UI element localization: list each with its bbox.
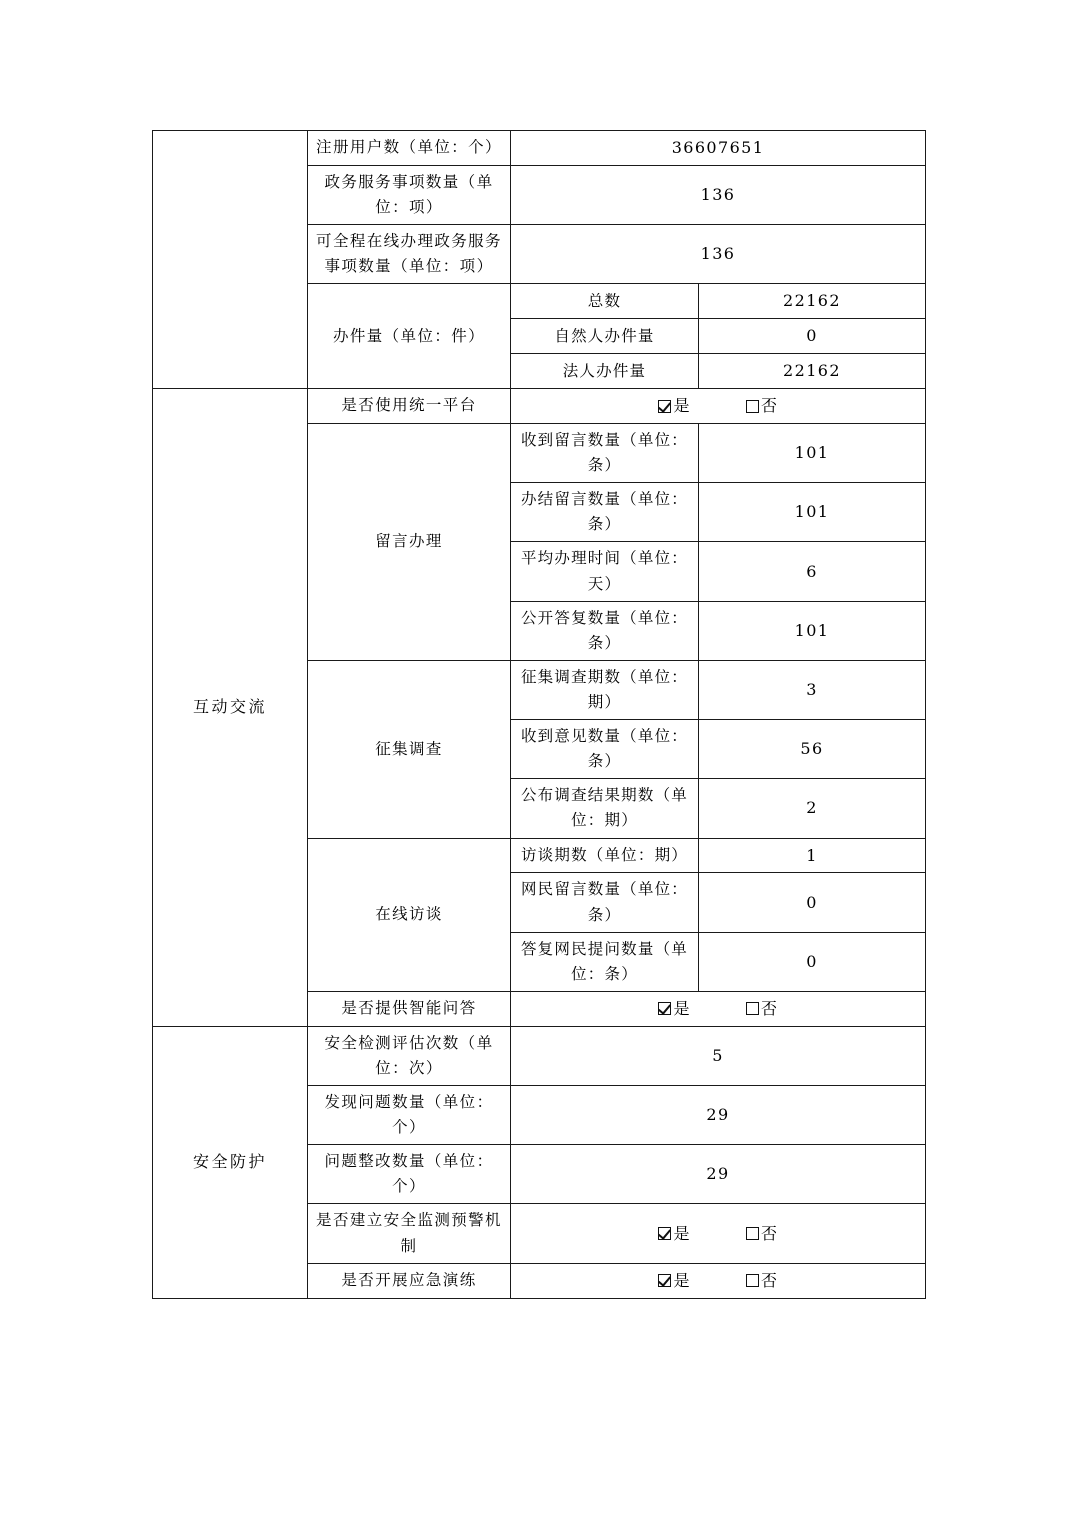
value-messages-completed: 101: [699, 483, 926, 542]
checkbox-checked-icon[interactable]: [658, 1002, 671, 1015]
item-label-online-interview: 在线访谈: [308, 838, 511, 991]
sub-label-public-replies: 公开答复数量（单位：条）: [511, 601, 699, 660]
sub-label-netizen-questions-answered: 答复网民提问数量（单位：条）: [511, 932, 699, 991]
table-row: [153, 389, 926, 424]
value-netizen-messages: 0: [699, 873, 926, 932]
sub-label-caseload-total: 总数: [511, 284, 699, 319]
item-label-security-assessments: 安全检测评估次数（单位：次）: [308, 1026, 511, 1085]
item-label-survey: 征集调查: [308, 660, 511, 838]
checkbox-label-no: 否: [761, 1270, 778, 1290]
annual-report-table: [152, 130, 926, 1299]
sub-label-messages-received: 收到留言数量（单位：条）: [511, 423, 699, 482]
checkbox-unchecked-icon[interactable]: [746, 1274, 759, 1287]
checkbox-option-no-emergency-drill[interactable]: [746, 1268, 778, 1294]
checkbox-label-yes: 是: [673, 1223, 690, 1243]
value-smart-qa: [511, 991, 926, 1026]
value-fully-online-service-items: 136: [511, 225, 926, 284]
value-warning-mechanism: [511, 1204, 926, 1263]
item-label-warning-mechanism: 是否建立安全监测预警机制: [308, 1204, 511, 1263]
item-label-issues-rectified: 问题整改数量（单位：个）: [308, 1145, 511, 1204]
value-survey-sessions: 3: [699, 660, 926, 719]
checkbox-label-no: 否: [761, 1223, 778, 1243]
sub-label-opinions-received: 收到意见数量（单位：条）: [511, 720, 699, 779]
checkbox-label-yes: 是: [673, 998, 690, 1018]
checkbox-label-no: 否: [761, 396, 778, 416]
sub-label-messages-completed: 办结留言数量（单位：条）: [511, 483, 699, 542]
value-emergency-drill: [511, 1263, 926, 1298]
item-label-service-items-count: 政务服务事项数量（单位：项）: [308, 165, 511, 224]
item-label-caseload: 办件量（单位：件）: [308, 284, 511, 389]
checkbox-option-no-smart-qa[interactable]: [746, 996, 778, 1022]
value-public-replies: 101: [699, 601, 926, 660]
item-label-issues-found: 发现问题数量（单位：个）: [308, 1085, 511, 1144]
value-issues-rectified: 29: [511, 1145, 926, 1204]
item-label-emergency-drill: 是否开展应急演练: [308, 1263, 511, 1298]
sub-label-interview-sessions: 访谈期数（单位：期）: [511, 838, 699, 873]
sub-label-caseload-legal-person: 法人办件量: [511, 354, 699, 389]
checkbox-unchecked-icon[interactable]: [746, 1227, 759, 1240]
item-label-unified-platform: 是否使用统一平台: [308, 389, 511, 424]
item-label-registered-users: 注册用户数（单位：个）: [308, 131, 511, 166]
value-messages-received: 101: [699, 423, 926, 482]
value-interview-sessions: 1: [699, 838, 926, 873]
sub-label-caseload-natural-person: 自然人办件量: [511, 319, 699, 354]
table-row: [153, 131, 926, 166]
sub-label-published-survey-results: 公布调查结果期数（单位：期）: [511, 779, 699, 838]
sub-label-survey-sessions: 征集调查期数（单位：期）: [511, 660, 699, 719]
value-caseload-legal-person: 22162: [699, 354, 926, 389]
checkbox-option-yes-smart-qa[interactable]: [658, 996, 690, 1022]
value-caseload-total: 22162: [699, 284, 926, 319]
value-opinions-received: 56: [699, 720, 926, 779]
sub-label-netizen-messages: 网民留言数量（单位：条）: [511, 873, 699, 932]
checkbox-unchecked-icon[interactable]: [746, 1002, 759, 1015]
checkbox-checked-icon[interactable]: [658, 400, 671, 413]
checkbox-option-no-unified-platform[interactable]: [746, 393, 778, 419]
value-caseload-natural-person: 0: [699, 319, 926, 354]
category-cell-interaction: 互动交流: [153, 389, 308, 1027]
checkbox-option-yes-emergency-drill[interactable]: [658, 1268, 690, 1294]
item-label-fully-online-service-items: 可全程在线办理政务服务事项数量（单位：项）: [308, 225, 511, 284]
value-issues-found: 29: [511, 1085, 926, 1144]
value-security-assessments: 5: [511, 1026, 926, 1085]
category-cell-security: 安全防护: [153, 1026, 308, 1298]
checkbox-option-yes-unified-platform[interactable]: [658, 393, 690, 419]
value-netizen-questions-answered: 0: [699, 932, 926, 991]
checkbox-option-yes-warning-mechanism[interactable]: [658, 1221, 690, 1247]
item-label-smart-qa: 是否提供智能问答: [308, 991, 511, 1026]
value-registered-users: 36607651: [511, 131, 926, 166]
checkbox-checked-icon[interactable]: [658, 1227, 671, 1240]
value-average-handling-time: 6: [699, 542, 926, 601]
checkbox-unchecked-icon[interactable]: [746, 400, 759, 413]
checkbox-option-no-warning-mechanism[interactable]: [746, 1221, 778, 1247]
value-unified-platform: [511, 389, 926, 424]
value-service-items-count: 136: [511, 165, 926, 224]
sub-label-average-handling-time: 平均办理时间（单位：天）: [511, 542, 699, 601]
checkbox-label-yes: 是: [673, 1270, 690, 1290]
table-row: [153, 1026, 926, 1085]
category-cell-continued: [153, 131, 308, 389]
checkbox-label-no: 否: [761, 998, 778, 1018]
item-label-message-handling: 留言办理: [308, 423, 511, 660]
checkbox-label-yes: 是: [673, 396, 690, 416]
value-published-survey-results: 2: [699, 779, 926, 838]
checkbox-checked-icon[interactable]: [658, 1274, 671, 1287]
